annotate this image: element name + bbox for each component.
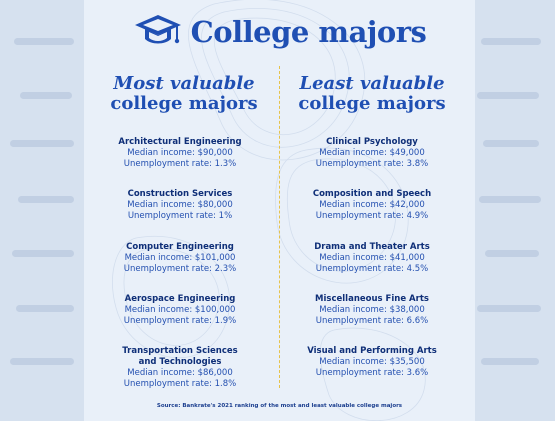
major-name-line1: Transportation Sciences	[122, 346, 238, 356]
most-valuable-heading-line2: college majors	[110, 93, 258, 114]
list-item	[95, 346, 265, 390]
most-valuable-heading-line1: Most valuable	[113, 73, 255, 94]
least-valuable-heading-line2: college majors	[298, 93, 446, 114]
major-name: Clinical Psychology	[326, 137, 418, 147]
blurred-text-bar	[477, 92, 539, 99]
graduation-cap-icon	[133, 12, 183, 52]
blurred-text-bar	[483, 140, 539, 147]
least-valuable-heading-line1: Least valuable	[299, 73, 445, 94]
blurred-text-bar	[479, 196, 541, 203]
unemployment-rate: Unemployment rate: 1.3%	[123, 159, 237, 169]
blurred-background-left	[0, 0, 88, 421]
title-row	[84, 10, 475, 54]
blurred-text-bar	[16, 305, 74, 312]
median-income: Median income: $49,000	[319, 148, 425, 158]
blurred-text-bar	[10, 358, 74, 365]
list-item	[287, 137, 457, 170]
median-income: Median income: $86,000	[127, 368, 233, 378]
median-income: Median income: $90,000	[127, 148, 233, 158]
major-name: Miscellaneous Fine Arts	[315, 294, 429, 304]
unemployment-rate: Unemployment rate: 1%	[127, 211, 233, 221]
list-item	[287, 242, 457, 275]
major-name: Computer Engineering	[126, 242, 234, 252]
unemployment-rate: Unemployment rate: 2.3%	[123, 264, 237, 274]
unemployment-rate: Unemployment rate: 1.8%	[123, 379, 237, 389]
blurred-text-bar	[485, 250, 539, 257]
median-income: Median income: $35,500	[319, 357, 425, 367]
unemployment-rate: Unemployment rate: 3.6%	[315, 368, 429, 378]
median-income: Median income: $101,000	[124, 253, 236, 263]
unemployment-rate: Unemployment rate: 1.9%	[123, 316, 237, 326]
unemployment-rate: Unemployment rate: 6.6%	[315, 316, 429, 326]
major-name: Construction Services	[127, 189, 233, 199]
least-valuable-heading	[282, 74, 462, 114]
unemployment-rate: Unemployment rate: 4.9%	[315, 211, 429, 221]
blurred-text-bar	[10, 140, 74, 147]
major-name: Architectural Engineering	[118, 137, 242, 147]
median-income: Median income: $42,000	[319, 200, 425, 210]
major-name: Aerospace Engineering	[124, 294, 236, 304]
blurred-text-bar	[477, 305, 541, 312]
median-income: Median income: $38,000	[319, 305, 425, 315]
list-item	[287, 189, 457, 222]
major-name: Visual and Performing Arts	[307, 346, 437, 356]
median-income: Median income: $80,000	[127, 200, 233, 210]
infographic-card	[84, 0, 475, 421]
list-item	[95, 189, 265, 222]
list-item	[287, 294, 457, 327]
blurred-text-bar	[12, 250, 74, 257]
median-income: Median income: $41,000	[319, 253, 425, 263]
blurred-text-bar	[481, 358, 539, 365]
list-item	[95, 242, 265, 275]
column-divider	[279, 66, 280, 388]
source-footnote: Source: Bankrate's 2021 ranking of the most and least valuable college majors	[156, 403, 403, 409]
median-income: Median income: $100,000	[124, 305, 236, 315]
most-valuable-heading	[94, 74, 274, 114]
blurred-text-bar	[18, 196, 74, 203]
unemployment-rate: Unemployment rate: 4.5%	[315, 264, 429, 274]
list-item	[95, 137, 265, 170]
blurred-text-bar	[20, 92, 72, 99]
blurred-text-bar	[14, 38, 74, 45]
major-name-line2: and Technologies	[138, 357, 222, 367]
blurred-text-bar	[481, 38, 541, 45]
blurred-background-right	[467, 0, 555, 421]
page-title: College majors	[190, 15, 427, 49]
unemployment-rate: Unemployment rate: 3.8%	[315, 159, 429, 169]
list-item	[287, 346, 457, 379]
major-name: Composition and Speech	[312, 189, 432, 199]
major-name: Drama and Theater Arts	[314, 242, 430, 252]
list-item	[95, 294, 265, 327]
